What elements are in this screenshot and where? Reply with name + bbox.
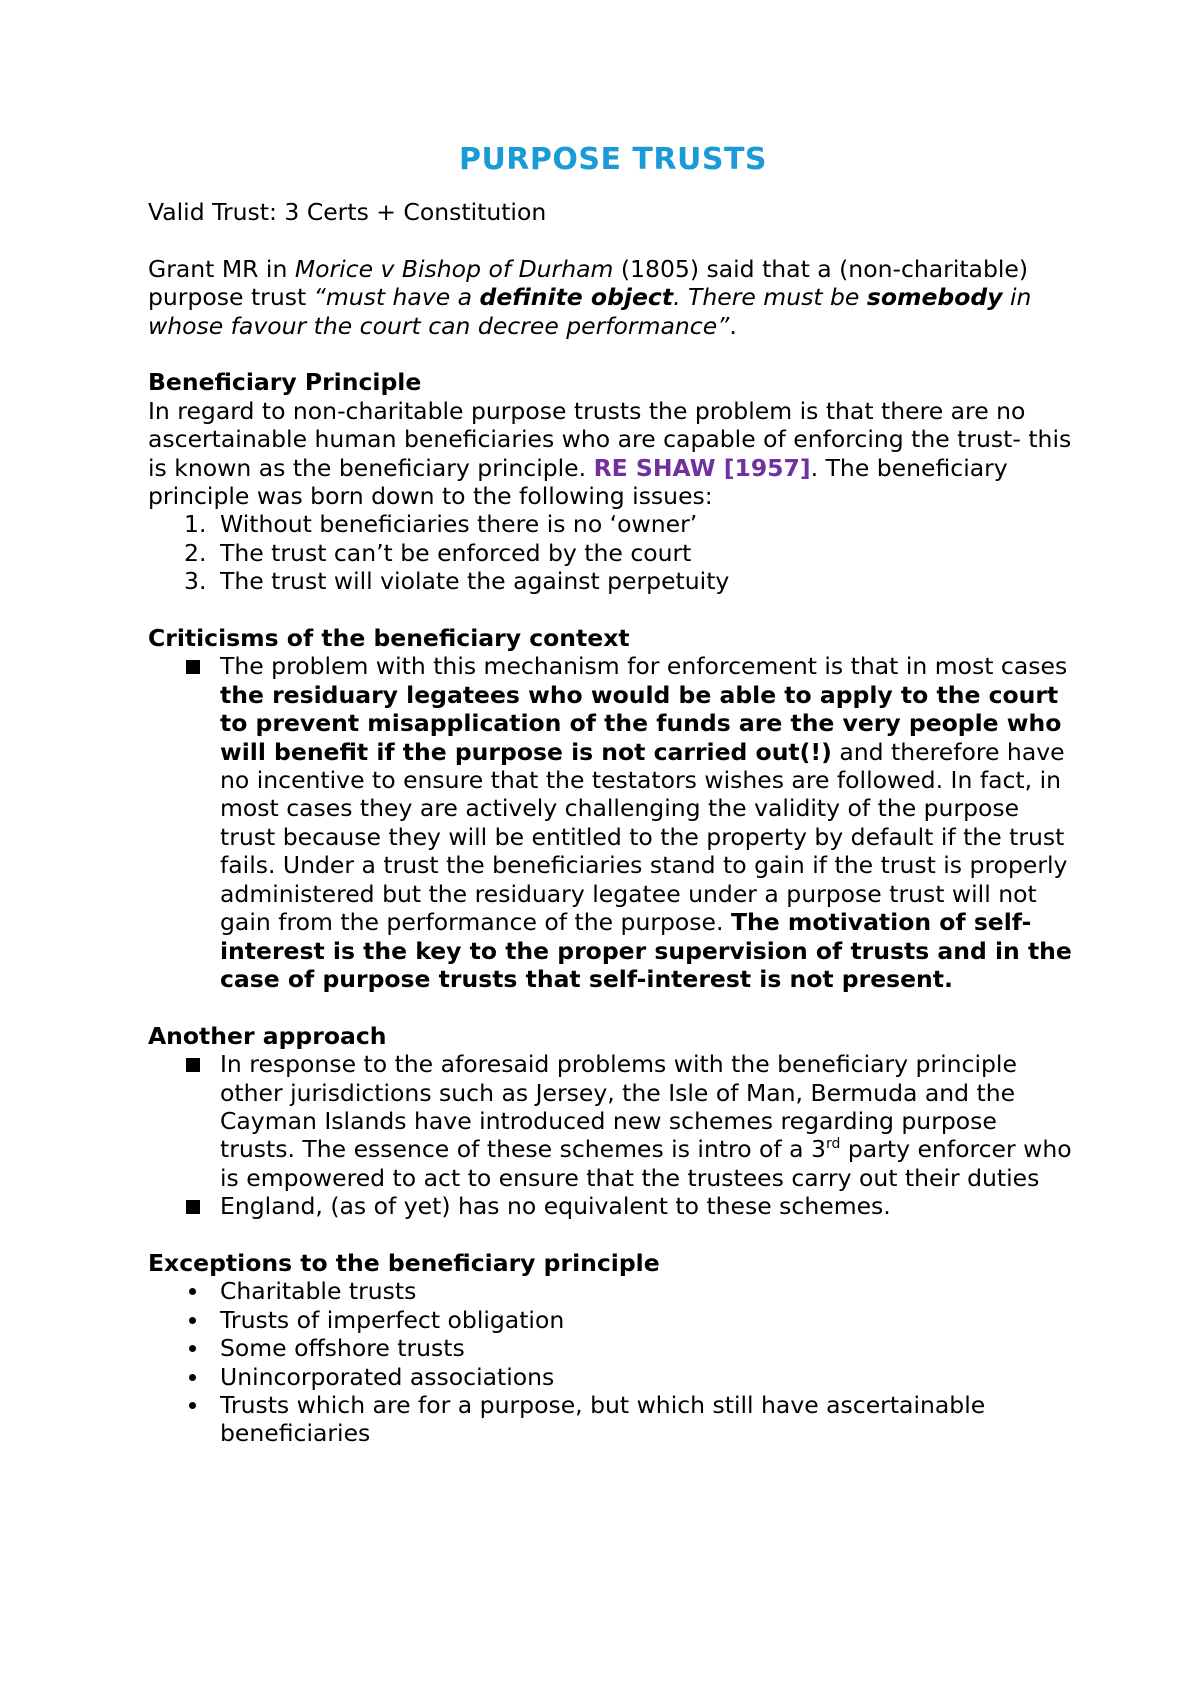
exceptions-heading: Exceptions to the beneficiary principle [148, 1248, 660, 1277]
list-item: Some offshore trusts [148, 1334, 1078, 1362]
valid-trust-line: Valid Trust: 3 Certs + Constitution [148, 198, 547, 226]
bullet-icon [189, 1317, 196, 1324]
bullet-icon [189, 1402, 196, 1409]
morice-quote-paragraph: Grant MR in Morice v Bishop of Durham (1805) said that a (non-charitable) purpose trust “must have a definite object. There must be somebody in whose favour the court can decree performance”. [148, 254, 1032, 340]
list-item: Charitable trusts [148, 1277, 1078, 1305]
square-bullet-icon [186, 1200, 200, 1214]
square-bullet-icon [186, 1058, 200, 1072]
list-item: 2. The trust can’t be enforced by the court [184, 538, 692, 567]
another-approach-heading: Another approach [148, 1021, 387, 1050]
list-item: Unincorporated associations [148, 1363, 1078, 1391]
case-name: Morice v Bishop of Durham [294, 254, 614, 283]
list-item: 3. The trust will violate the against perpetuity [184, 567, 730, 596]
list-item: The problem with this mechanism for enforcement is that in most cases the residuary legatees who would be able to apply to the court to prevent misapplication of the funds are the very people who will benefit if the purpose is not carried out(!) and therefore have no incentive to ensure that the testators wishes are followed. In fact, in most cases they are actively challenging the validity of the purpose trust because they will be entitled to the property by default if the trust fails. Under a trust the beneficiaries stand to gain if the trust is properly administered but the residuary legatee under a purpose trust will not gain from the performance of the purpose. The motivation of self-interest is the key to the proper supervision of trusts and in the case of purpose trusts that self-interest is not present. [148, 652, 1078, 993]
square-bullet-icon [186, 660, 200, 674]
list-item: Trusts which are for a purpose, but which still have ascertainable beneficiaries [148, 1391, 1078, 1448]
case-citation: RE SHAW [1957] [593, 453, 811, 482]
bullet-icon [189, 1345, 196, 1352]
list-item: 1. Without beneficiaries there is no ‘owner’ [184, 510, 698, 539]
list-item: In response to the aforesaid problems with the beneficiary principle other jurisdictions such as Jersey, the Isle of Man, Bermuda and the Cayman Islands have introduced new schemes regarding purpose trusts. The essence of these schemes is intro of a 3rd party enforcer who is empowered to act to ensure that the trustees carry out their duties [148, 1050, 1078, 1192]
page-title: PURPOSE TRUSTS [458, 142, 768, 177]
bullet-icon [189, 1374, 196, 1381]
exceptions-list [148, 1277, 1078, 1447]
issues-list [148, 510, 1078, 595]
criticisms-list [148, 652, 1078, 993]
beneficiary-principle-paragraph: In regard to non-charitable purpose trusts the problem is that there are no ascertainable human beneficiaries who are capable of enforcing the trust- this is known as the beneficiary principle. RE SHAW [1957]. The beneficiary principle was born down to the following issues: [148, 396, 1072, 511]
document-body [148, 140, 1078, 1448]
beneficiary-principle-heading: Beneficiary Principle [148, 368, 422, 397]
approach-list [148, 1050, 1078, 1220]
list-item: England, (as of yet) has no equivalent to these schemes. [148, 1192, 1078, 1220]
bullet-icon [189, 1288, 196, 1295]
criticisms-heading: Criticisms of the beneficiary context [148, 624, 630, 653]
list-item: Trusts of imperfect obligation [148, 1306, 1078, 1334]
